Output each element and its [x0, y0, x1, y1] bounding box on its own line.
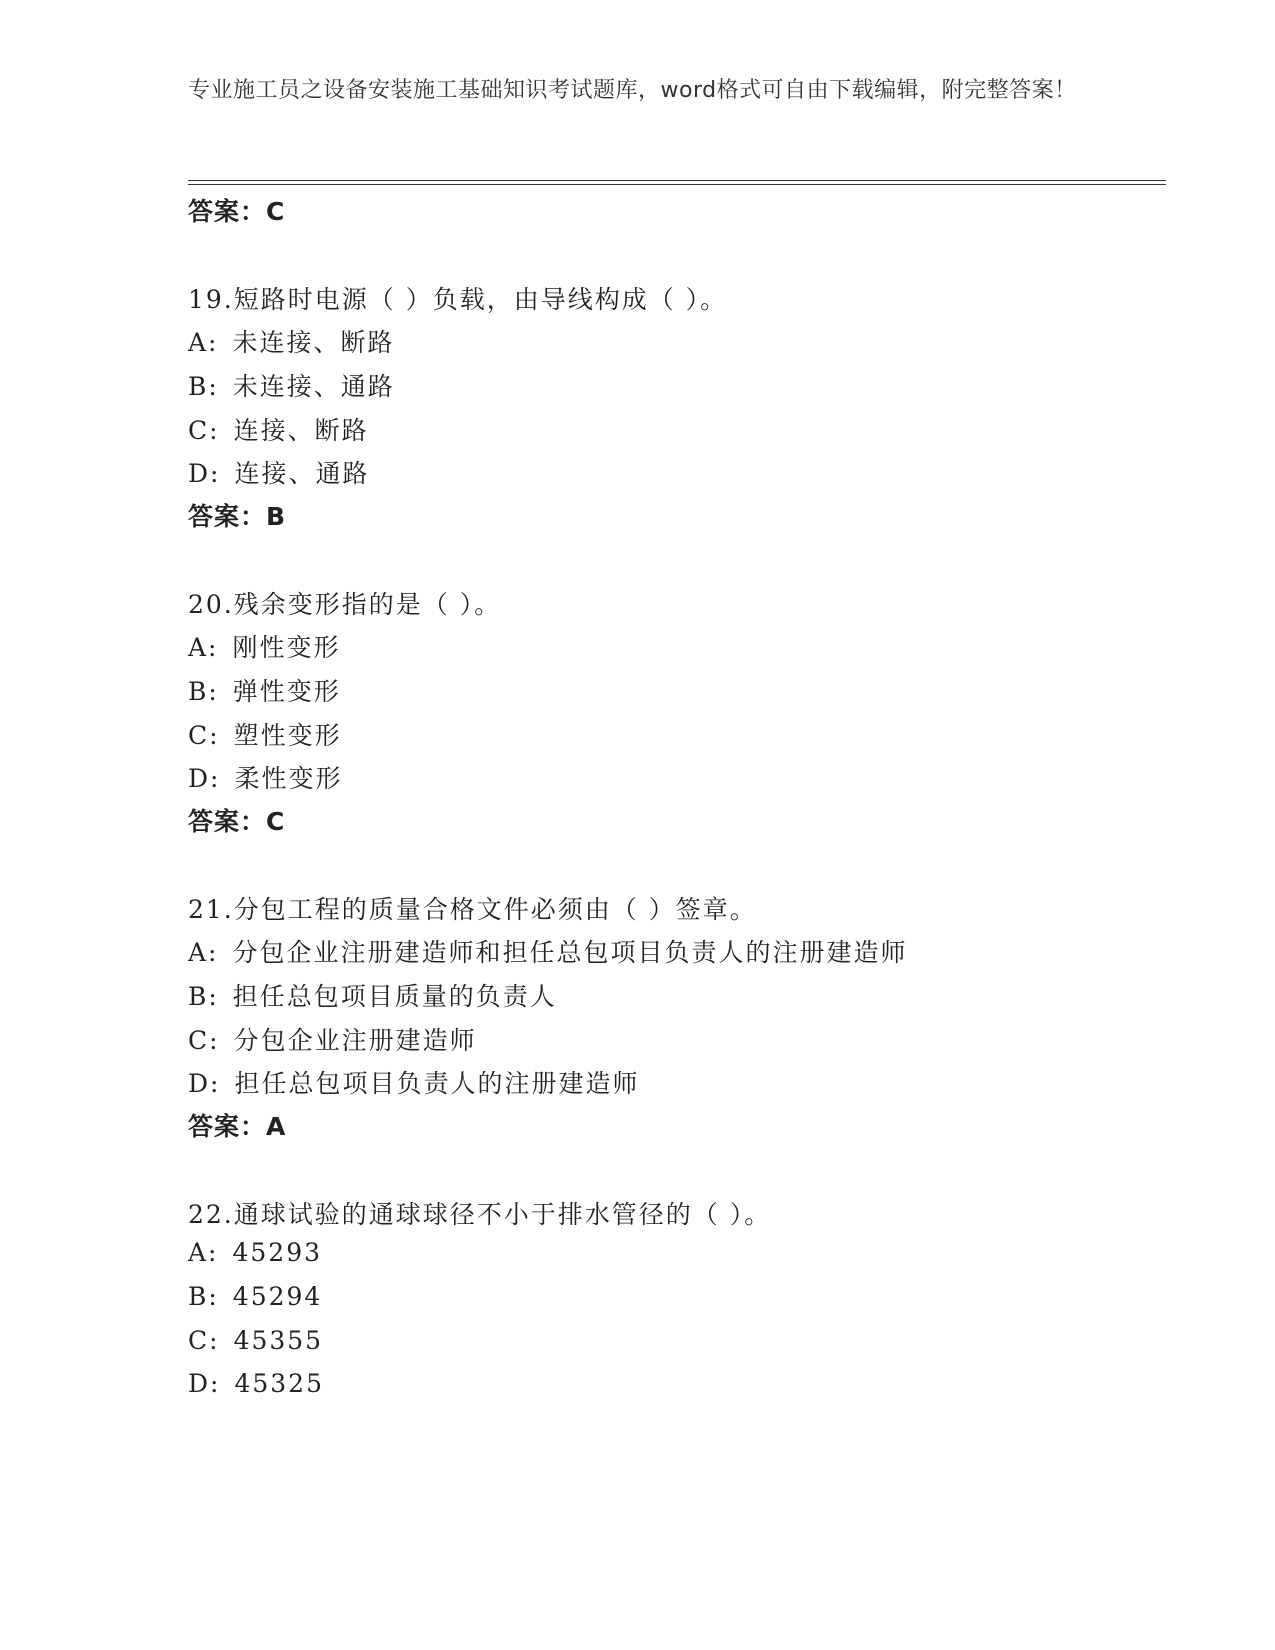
option-text: 塑性变形 [233, 721, 342, 750]
option-label: C: [188, 721, 220, 750]
option-text: 连接、断路 [233, 416, 369, 445]
option-text: 连接、通路 [234, 459, 370, 488]
option-text: 弹性变形 [232, 677, 341, 706]
option-text: 分包企业注册建造师 [233, 1026, 477, 1055]
question-21: 21.分包工程的质量合格文件必须由（ ）签章。 [188, 895, 757, 924]
question-22-option-d [188, 1369, 324, 1398]
question-22-option-c [188, 1326, 323, 1355]
option-label: D: [188, 1369, 221, 1398]
question-19-option-a [188, 323, 395, 359]
option-text: 未连接、断路 [232, 328, 395, 357]
option-text: 45325 [234, 1369, 324, 1398]
option-text: 未连接、通路 [232, 372, 395, 401]
option-label: C: [188, 416, 220, 445]
option-text: 担任总包项目质量的负责人 [232, 982, 557, 1011]
option-label: C: [188, 1326, 220, 1355]
question-20-answer: 答案：C [188, 807, 286, 836]
question-20-option-d [188, 759, 342, 795]
option-text: 45294 [232, 1282, 323, 1311]
option-label: B: [188, 372, 219, 401]
option-label: A: [188, 328, 219, 357]
document-header: 专业施工员之设备安装施工基础知识考试题库，word格式可自由下载编辑，附完整答案！ [188, 78, 1077, 103]
option-label: D: [188, 459, 221, 488]
option-label: A: [188, 938, 219, 967]
question-20-option-c [188, 716, 342, 752]
question-22-option-b [188, 1282, 322, 1311]
option-label: A: [188, 633, 219, 662]
option-label: A: [188, 1238, 219, 1267]
question-21-option-a [188, 933, 908, 969]
option-text: 柔性变形 [234, 764, 343, 793]
option-label: B: [188, 982, 219, 1011]
question-19-option-d [188, 454, 369, 490]
question-19-answer: 答案：B [188, 502, 287, 531]
option-label: D: [188, 1069, 221, 1098]
answer-prev-question: 答案：C [188, 197, 286, 226]
option-text: 45293 [232, 1238, 323, 1267]
question-19: 19.短路时电源（ ）负载，由导线构成（ ）。 [188, 285, 728, 314]
question-20-option-a [188, 628, 341, 664]
header-rule-top [188, 180, 1166, 181]
option-text: 刚性变形 [232, 633, 341, 662]
question-21-option-d [188, 1064, 639, 1100]
question-21-answer: 答案：A [188, 1112, 287, 1141]
option-label: B: [188, 677, 219, 706]
question-20: 20.残余变形指的是（ ）。 [188, 590, 502, 619]
header-rule-bottom [188, 184, 1166, 185]
option-text: 担任总包项目负责人的注册建造师 [234, 1069, 640, 1098]
question-22-option-a [188, 1238, 322, 1267]
question-21-option-c [188, 1021, 477, 1057]
question-20-option-b [188, 672, 341, 708]
option-text: 分包企业注册建造师和担任总包项目负责人的注册建造师 [232, 938, 908, 967]
question-21-option-b [188, 977, 557, 1013]
option-text: 45355 [233, 1326, 324, 1355]
question-19-option-b [188, 367, 395, 403]
question-22: 22.通球试验的通球球径不小于排水管径的（ ）。 [188, 1200, 772, 1229]
question-19-option-c [188, 411, 369, 447]
option-label: B: [188, 1282, 219, 1311]
option-label: C: [188, 1026, 220, 1055]
option-label: D: [188, 764, 221, 793]
